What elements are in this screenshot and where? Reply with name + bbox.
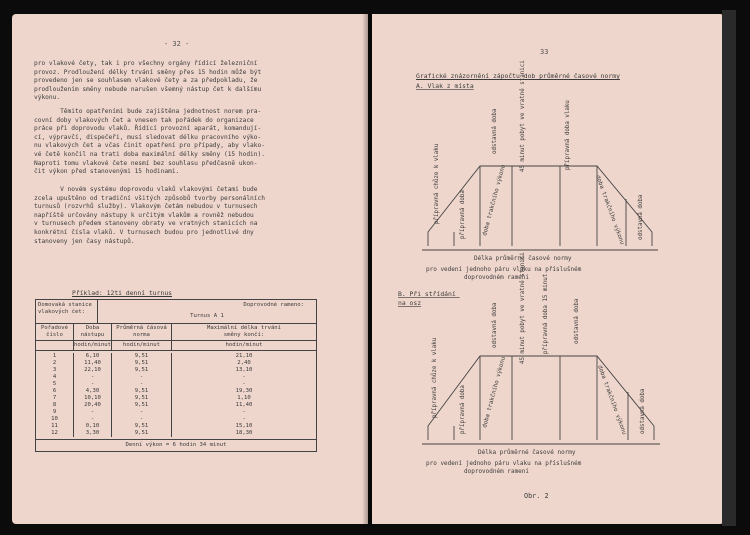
figure-label: Obr. 2	[524, 492, 549, 500]
header-order: Pořadové číslo	[36, 324, 74, 340]
unit-norm: hodin/minut	[112, 341, 172, 350]
section-a-caption-2-line2: doprovodném rameni	[464, 274, 530, 281]
page-number-right: 33	[540, 48, 549, 56]
section-b-heading-line1: B. Při střídání	[398, 290, 456, 298]
b-label-prep: přípravná doba	[460, 385, 466, 434]
section-b-caption-1: Délka průměrné časové normy	[478, 449, 576, 456]
table-header-row	[36, 324, 316, 341]
section-b-caption-2-line1: pro vedení jednoho páru vlaku na příslušném	[426, 460, 582, 467]
a-label-prep: přípravná doba	[460, 190, 466, 239]
a-label-traction2: doba trakčního výkonu	[594, 174, 625, 246]
header-start: Doba nástupu	[74, 324, 112, 340]
page-number-left: - 32 -	[164, 40, 190, 48]
book-edge	[722, 10, 736, 526]
section-a-caption-1: Délka průměrné časové normy	[474, 255, 572, 262]
b-label-park2: odstavná doba	[640, 388, 646, 434]
header-max: Maximální délka trvání směny končí:	[206, 325, 282, 338]
a-label-prep2: přípravná doba vlaku	[565, 100, 571, 170]
a-label-traction: doba trakčního výkonu	[482, 164, 507, 237]
section-b-caption-2-line2: doprovodném rameni	[464, 468, 530, 475]
section-b-heading-line2: na osz	[398, 299, 422, 307]
time-norm-diagram	[372, 14, 724, 524]
escort-label: Doprovodné rameno:	[243, 302, 304, 308]
b-label-park-mid: odstavná doba	[574, 298, 580, 344]
right-page	[372, 14, 724, 524]
figure-title: Grafické znázornění zápočtu dob průměrné časové normy	[416, 72, 620, 80]
table-footer: Denní výkon = 6 hodin 34 minut	[36, 439, 316, 451]
a-label-walk: přípravná chůze k vlaku	[434, 143, 440, 224]
unit-max: hodin/minut	[225, 342, 263, 348]
example-caption: Příklad: 12ti denní turnus	[72, 289, 173, 297]
a-label-stay: 45 minut pobyt ve vratné stanici	[520, 60, 526, 172]
col-max-values: 21,10 2,40 13,10 - - 19,30 1,10 11,40 - - 15,10 18,30	[235, 353, 253, 436]
header-norm: Průměrná čásová norma	[112, 324, 172, 340]
table-units-row	[36, 341, 316, 351]
table-body	[36, 351, 316, 439]
a-label-park: odstavná doba	[492, 108, 498, 154]
b-label-stay: 45 minut pobyt ve vratné stanici	[520, 252, 526, 364]
turnus-label: Turnus A 1	[190, 313, 224, 319]
paragraph-3: V novém systému doprovodu vlaků vlakovými četami bude zcela upuštěno od tradiční všitých způsobů tvorby personálních turnusů (rozvrhů služby). Vlakovým četám nebudou v turnusech napříště určovány nástupy k určitým vlakům a rovněž nebudou v turnusech předem stanoveny obraty ve vratných stanicích na konkrétní čísla vlaků. V turnusech budou pro jednotlivé dny stanoveny jen časy nástupů.	[34, 186, 265, 245]
b-label-traction: doba trakčního výkonu	[482, 356, 507, 429]
home-station-label: Domovaká stanice vlakových čet:	[36, 300, 98, 323]
section-b-heading	[398, 290, 460, 307]
b-label-walk: přípravná chůze k vlaku	[432, 337, 438, 418]
section-a-heading: A. Vlak z místa	[416, 82, 474, 90]
section-a-caption-2	[426, 266, 585, 281]
left-page	[12, 14, 368, 524]
a-label-park2: odstavná doba	[638, 194, 644, 240]
b-label-traction2: doba trakčního výkonu	[596, 364, 627, 436]
section-b-caption-2	[426, 460, 585, 475]
b-label-prep15: přípravná doba 15 minut	[543, 273, 549, 354]
shift-table	[35, 299, 317, 452]
col-order-values: 1 2 3 4 5 6 7 8 9 10 11 12	[36, 353, 74, 437]
unit-order	[36, 341, 74, 350]
paragraph-1: pro vlakové čety, tak i pro všechny orgány řídící železniční provoz. Prodloužení délky trvání směny přes 15 hodin může být provedeno jen se souhlasem vlakové čety a za předpokladu, že prodloužením směny nebude narušen všemný nástup čet k dalšímu výkonu.	[34, 60, 262, 102]
unit-start: hodin/minut	[74, 342, 112, 348]
col-norm-values: 9,51 9,51 9,51 - - 9,51 9,51 9,51 - - 9,51 9,51	[112, 353, 172, 437]
section-a-caption-2-line1: pro vedení jednoho páru vlaku na příslušném	[426, 266, 582, 273]
escort-header	[98, 300, 316, 323]
paragraph-2: Těmito opatřeními bude zajištěna jednotnost norem pra- covní doby vlakových čet a vnesen tak pořádek do organizace práce při doprovodu vlaků. Řídící provozní aparát, komandují- cí, výpravčí, dispečeři, musí sledovat délku pracovního výko- nu vlakových čet a včas činit opatření pro případy, aby vlako- vé četě končil na trati doba maximální délky směny (15 hodin). Naproti tomu vlakové čete nesmí bez souhlasu předčasně ukon- čit výkon před stanovenými 15 hodinami.	[34, 108, 265, 176]
b-label-park: odstavná doba	[492, 302, 498, 348]
col-start-values: 6,10 11,40 22,10 - - 4,30 10,10 20,40 - - 0,10 3,30	[74, 353, 112, 437]
